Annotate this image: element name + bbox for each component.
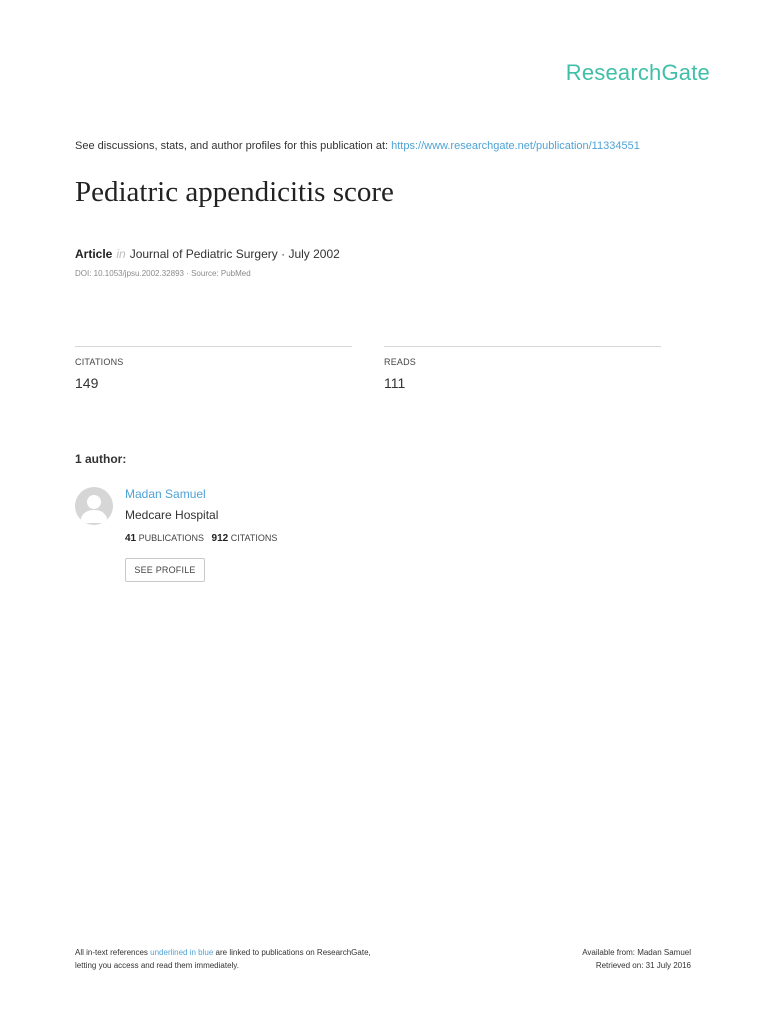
discussion-text: See discussions, stats, and author profiles for this publication at: xyxy=(75,140,392,152)
journal-date[interactable]: Journal of Pediatric Surgery · July 2002 xyxy=(129,247,340,261)
citations-label: CITATIONS xyxy=(75,357,124,367)
reads-label: READS xyxy=(384,357,417,367)
footer-text-a: All in-text references xyxy=(75,948,151,957)
authors-heading: 1 author: xyxy=(75,452,127,466)
publications-count: 41 xyxy=(125,533,137,544)
underlined-in-blue-text: underlined in blue xyxy=(150,948,214,957)
footer-availability xyxy=(582,946,691,972)
reads-divider xyxy=(384,346,661,347)
publication-type: Article xyxy=(75,247,113,261)
researchgate-logo[interactable]: ResearchGate xyxy=(565,60,710,85)
author-citations-label: CITATIONS xyxy=(230,533,278,543)
publication-title: Pediatric appendicitis score xyxy=(75,176,394,208)
citations-divider xyxy=(75,346,352,347)
footer-left-line1 xyxy=(75,946,371,959)
author-institution: Medcare Hospital xyxy=(125,508,219,522)
author-avatar[interactable] xyxy=(75,487,113,525)
footer-text-b: are linked to publications on ResearchGate, xyxy=(213,948,371,957)
publications-label: PUBLICATIONS xyxy=(138,533,204,543)
see-profile-button[interactable]: SEE PROFILE xyxy=(125,558,205,582)
reads-value: 111 xyxy=(384,375,406,391)
doi-source: DOI: 10.1053/jpsu.2002.32893 · Source: PubMed xyxy=(75,269,251,278)
author-stats xyxy=(125,533,277,544)
citations-value: 149 xyxy=(75,375,99,391)
retrieved-on: Retrieved on: 31 July 2016 xyxy=(595,961,691,970)
footer-references-note xyxy=(75,946,371,972)
user-silhouette-icon xyxy=(75,487,113,525)
available-from: Available from: Madan Samuel xyxy=(582,948,691,957)
publication-link[interactable]: https://www.researchgate.net/publication/11334551 xyxy=(391,140,640,152)
in-word: in xyxy=(116,247,126,261)
footer-left-line2: letting you access and read them immediately. xyxy=(75,961,239,970)
publication-meta xyxy=(75,247,340,261)
discussion-notice xyxy=(75,140,640,152)
author-citations-count: 912 xyxy=(211,533,229,544)
author-name[interactable]: Madan Samuel xyxy=(125,487,206,501)
